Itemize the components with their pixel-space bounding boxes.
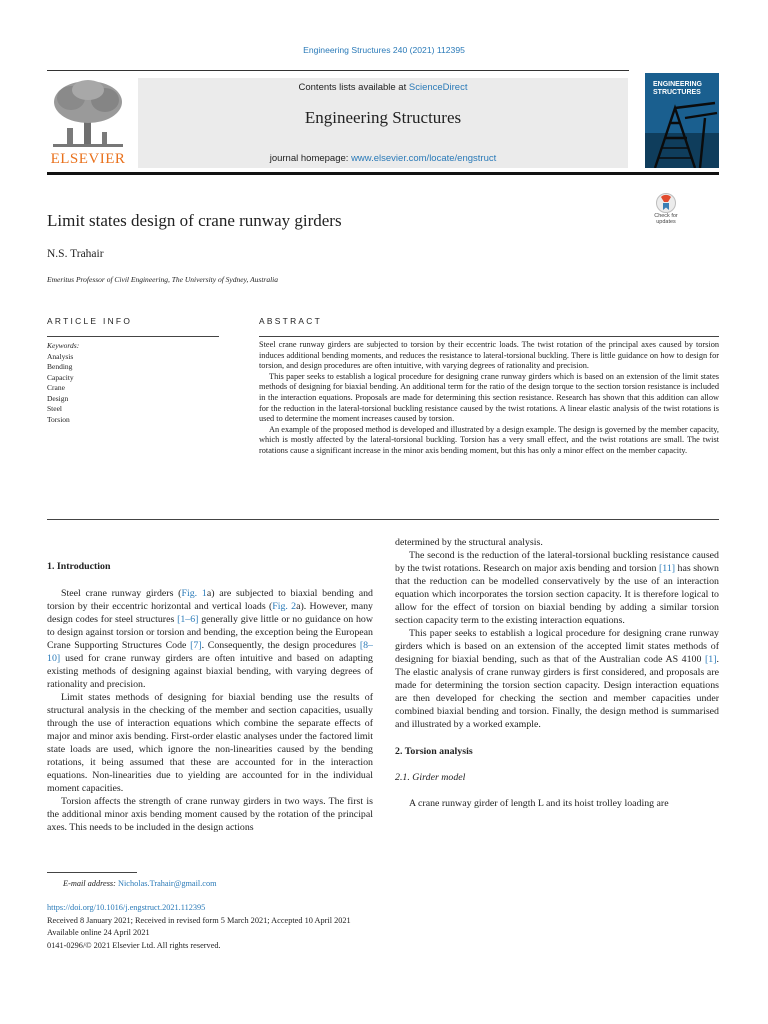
- section-heading-introduction: 1. Introduction: [47, 561, 111, 572]
- header-rule: [47, 70, 629, 71]
- keyword: Steel: [47, 404, 62, 413]
- check-for-updates-badge[interactable]: [646, 193, 686, 233]
- reference-link[interactable]: [1–6]: [177, 614, 199, 625]
- copyright: 0141-0296/© 2021 Elsevier Ltd. All rights reserved.: [47, 941, 221, 951]
- text-run: This paper seeks to establish a logical procedure for designing crane runway girders which is based on an extension of the accepted limit states methods of designing for biaxial bending, such as that of the Australian code AS 4100: [395, 628, 719, 665]
- contents-prefix: Contents lists available at: [298, 82, 409, 93]
- journal-citation[interactable]: Engineering Structures 240 (2021) 112395: [303, 45, 465, 55]
- journal-cover: [645, 73, 719, 168]
- body-paragraph: determined by the structural analysis.: [395, 537, 543, 548]
- body-right-column: [395, 536, 719, 810]
- keyword: Bending: [47, 362, 73, 371]
- reference-link[interactable]: [1]: [705, 654, 717, 665]
- reference-link[interactable]: [8–10]: [47, 640, 373, 664]
- text-run: generally give little or no guidance on how to design against torsion or torsion and bending, the exception being the European Crane Supporting Structures Code: [47, 614, 373, 651]
- text-run: . The elastic analysis of crane runway girders is first considered, and proposals are made for determining the torsion section capacity. Design interaction equations are then developed for checking the section and member capacities under combined biaxial bending and torsion. Finally, the design method is summarised and illustrated by a worked example.: [395, 654, 719, 730]
- text-run: . Consequently, the design procedures: [201, 640, 360, 651]
- crossmark-icon: [646, 193, 686, 215]
- figure-link[interactable]: Fig. 1: [181, 588, 207, 599]
- crossmark-label: Check for updates: [654, 213, 678, 225]
- keywords-list: [47, 341, 217, 425]
- author-name: N.S. Trahair: [47, 248, 104, 260]
- cover-title-line1: ENGINEERING: [653, 81, 703, 88]
- keyword: Torsion: [47, 414, 70, 424]
- homepage-link[interactable]: www.elsevier.com/locate/engstruct: [351, 153, 497, 164]
- abstract-rule: [259, 336, 719, 337]
- journal-name: Engineering Structures: [304, 108, 462, 127]
- abstract-paragraph: Steel crane runway girders are subjected to torsion by their eccentric loads. The twist rotation of the principal axes caused by torsion induces additional bending moments, and reduces the resistance to lateral-torsional buckling. There is little guidance on how to design for torsion, and design procedures are often intuitive, with varying degrees of rationality and precision.: [259, 340, 719, 371]
- email-line: [47, 878, 447, 891]
- available-online: Available online 24 April 2021: [47, 928, 150, 938]
- doi-link[interactable]: https://doi.org/10.1016/j.engstruct.2021.112395: [47, 902, 206, 912]
- subsection-heading-girder-model: 2.1. Girder model: [395, 772, 466, 783]
- homepage-line: [138, 153, 628, 164]
- header-thick-rule: [47, 172, 719, 175]
- abstract-heading: ABSTRACT: [259, 316, 323, 326]
- keyword: Design: [47, 393, 69, 403]
- article-info-heading: ARTICLE INFO: [47, 316, 133, 326]
- section-heading-torsion-analysis: 2. Torsion analysis: [395, 746, 473, 757]
- received-dates: Received 8 January 2021; Received in revised form 5 March 2021; Accepted 10 April 2021: [47, 915, 351, 925]
- text-run: a) are subjected to biaxial bending and torsion by their eccentric horizontal and vertical loads (: [47, 588, 373, 612]
- abstract-body: [259, 340, 719, 457]
- keywords-label: Keywords:: [47, 341, 80, 350]
- keyword: Crane: [47, 383, 65, 392]
- abstract-paragraph: An example of the proposed method is developed and illustrated by a design example. The design is governed by the member capacity, which is mostly affected by the lateral-torsional buckling. Torsion has a very small effect, and the twist rotations are small. The twist rotations cause a significant increase in the minor axis bending moment, but this has only a minor effect on the member capacity.: [259, 424, 719, 455]
- homepage-prefix: journal homepage:: [269, 153, 352, 164]
- text-run: Steel crane runway girders (: [61, 588, 182, 599]
- body-paragraph: Torsion affects the strength of crane runway girders in two ways. The first is the additional minor axis bending moment caused by the rotation of the principal axes. This needs to be included in the design actions: [47, 796, 373, 833]
- reference-link[interactable]: [11]: [658, 563, 676, 574]
- text-run: The second is the reduction of the lateral-torsional buckling resistance caused by the twist rotations. Research on major axis bending and torsion: [395, 550, 719, 574]
- elsevier-wordmark: ELSEVIER: [50, 151, 126, 167]
- article-footer: [47, 878, 447, 953]
- abstract-paragraph: This paper seeks to establish a logical procedure for designing crane runway girders which is based on an extension of the limit states methods of designing for biaxial bending. An additional term for the ratio of the design torque to the section torsion resistance is included in the interaction equations. Proposals are made for determining this section resistance. Research has shown that this addition can allow for the reduction in the lateral-torsional buckling resistance caused by the twist rotations. A linear elastic analysis of the twist rotations is used to determine the moment increases caused by torsion.: [259, 371, 719, 424]
- article-title: Limit states design of crane runway girders: [47, 211, 342, 230]
- body-paragraph: A crane runway girder of length L and its hoist trolley loading are: [409, 798, 669, 809]
- email-label: E-mail address:: [63, 879, 118, 888]
- cover-title-line2: STRUCTURES: [653, 88, 701, 96]
- email-link[interactable]: Nicholas.Trahair@gmail.com: [118, 879, 217, 888]
- abstract-bottom-rule: [47, 519, 719, 520]
- body-paragraph: Limit states methods of designing for biaxial bending use the results of structural analysis in the checking of the member and section capacities, usually through the use of interaction equations which combine the separate effects of major and minor axis bending. First-order elastic analyses under the factored limit state loads are used, which ignore the non-linearities caused by the bending rotations, it being assumed that these are accounted for in the interaction equations. Non-linearities due to yielding are accounted for in the individual moment capacities.: [47, 692, 373, 794]
- contents-line: [138, 82, 628, 93]
- figure-link[interactable]: Fig. 2: [272, 601, 297, 612]
- text-run: a). However, many design codes for steel structures: [47, 601, 373, 625]
- author-affiliation: Emeritus Professor of Civil Engineering, The University of Sydney, Australia: [47, 275, 279, 284]
- body-paragraph: [395, 549, 719, 627]
- body-paragraph: [395, 627, 719, 731]
- text-run: used for crane runway girders are often intuitive and based on adapting existing methods of designing against biaxial bending, with varying degrees of rationality and precision.: [47, 653, 373, 690]
- body-paragraph: [47, 587, 373, 691]
- cover-structure-icon: [645, 73, 719, 168]
- elsevier-logo: [47, 78, 129, 168]
- reference-link[interactable]: [7]: [190, 640, 202, 651]
- text-run: has shown that the reduction can be modelled conservatively by the use of an interaction equation which incorporates the torsion section capacity. It is therefore logical to allow for the effect of torsion on biaxial bending by adding a similar torsion section capacity term to the existing interaction equations.: [395, 563, 719, 626]
- tree-logo-icon: [47, 78, 129, 150]
- body-left-column: [47, 560, 373, 834]
- article-info-rule: [47, 336, 219, 337]
- keyword: Analysis: [47, 351, 74, 361]
- keyword: Capacity: [47, 372, 74, 382]
- sciencedirect-link[interactable]: ScienceDirect: [408, 82, 468, 93]
- footnote-rule: [47, 872, 137, 873]
